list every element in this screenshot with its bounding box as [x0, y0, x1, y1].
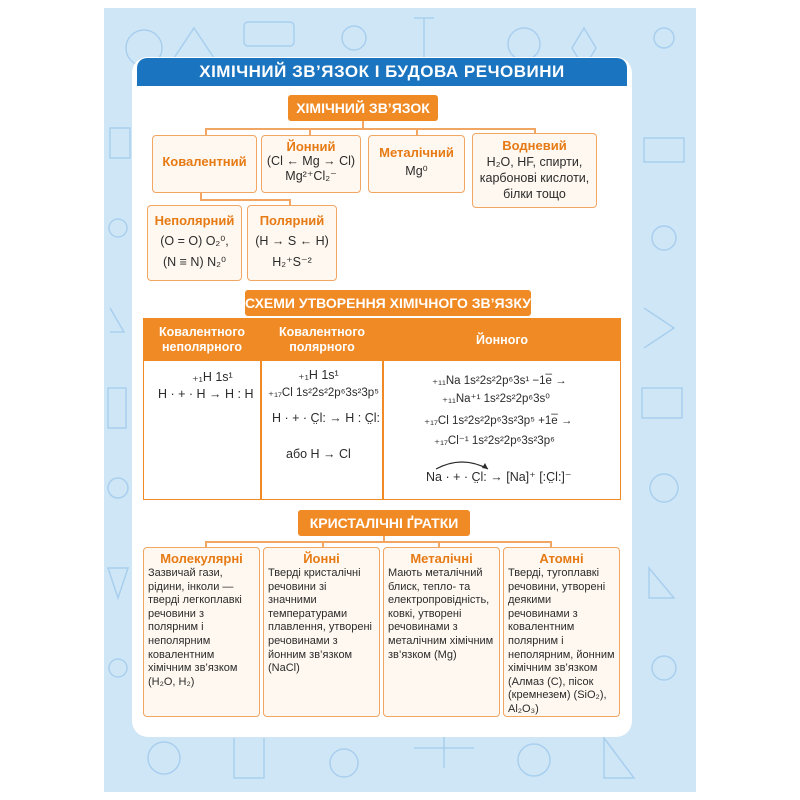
crystals-header: КРИСТАЛІЧНІ ҐРАТКИ — [298, 510, 470, 536]
column-divider — [382, 319, 384, 499]
molecular-title: Молекулярні — [160, 551, 243, 566]
metallic-title: Металічний — [379, 145, 454, 160]
nonpolar-line1: (O = O) O₂⁰, — [160, 234, 229, 248]
ionic-lattice-text: Тверді кристалічні речовини зі значними температурами плавлення, утворені речовинами з йонним зв’язком (NaCl) — [268, 567, 372, 675]
atomic-lattice-box — [503, 547, 620, 717]
covalent-box — [152, 135, 257, 193]
polar-title: Полярний — [259, 213, 325, 228]
formula: ₊₁H 1s¹ — [192, 370, 233, 384]
ionic-lattice-title: Йонні — [303, 551, 340, 566]
schemes-table — [143, 318, 621, 500]
col-header-covalent-polar: Ковалентного полярного — [262, 319, 382, 361]
ionic-line1: (Cl ← Mg → Cl) — [266, 154, 356, 168]
formula: H · + · H → H : H — [158, 387, 254, 401]
polar-line2: H₂⁺S⁻² — [272, 255, 312, 269]
formula: ₊₁₁Na 1s²2s²2p⁶3s¹ −1e̅ → — [432, 375, 567, 387]
schemes-header: СХЕМИ УТВОРЕННЯ ХІМІЧНОГО ЗВ’ЯЗКУ — [245, 290, 531, 316]
page-title: ХІМІЧНИЙ ЗВ’ЯЗОК І БУДОВА РЕЧОВИНИ — [137, 58, 627, 86]
polar-box — [247, 205, 337, 281]
connector — [205, 541, 550, 543]
ionic-bond-box — [261, 135, 361, 193]
metallic-bond-box — [368, 135, 465, 193]
formula: Na · + · C̤l: → [Na]⁺ [:C̤l:]⁻ — [426, 470, 572, 484]
ionic-lattice-box — [263, 547, 380, 717]
ionic-title: Йонний — [286, 139, 336, 154]
hydrogen-line2: карбонові кислоти, — [479, 171, 590, 185]
formula: ₊₁₁Na⁺¹ 1s²2s²2p⁶3s⁰ — [442, 393, 550, 405]
formula: H · + · C̤l: → H : C̤l: — [272, 411, 380, 425]
bond-header: ХІМІЧНИЙ ЗВ’ЯЗОК — [288, 95, 438, 121]
metallic-line1: Mg⁰ — [405, 164, 428, 178]
polar-line1: (H → S ← H) — [255, 234, 329, 248]
molecular-text: Зазвичай гази, рідини, інколи — тверді легкоплавкі речовини з полярним і неполярним ковалентним хімічним зв’язком (H₂O, H₂) — [148, 567, 242, 688]
connector — [200, 199, 290, 201]
metallic-lattice-box — [383, 547, 500, 717]
nonpolar-box — [147, 205, 242, 281]
hydrogen-bond-box — [472, 133, 597, 208]
molecular-lattice-box — [143, 547, 260, 717]
atomic-text: Тверді, тугоплавкі речовини, утворені деякими речовинами з ковалентним полярним і неполярним, йонним хімічним зв’язком (Алмаз (C), пісок (кремнезем) (SiO₂), Al₂O₃) — [508, 567, 615, 715]
col-header-ionic: Йонного — [384, 319, 620, 361]
metallic-lattice-text: Мають металічний блиск, тепло- та електропровідність, ковкі, утворені речовинами з металічним хімічним зв’язком (Mg) — [388, 567, 494, 661]
hydrogen-title: Водневий — [502, 138, 567, 153]
atomic-title: Атомні — [539, 551, 584, 566]
hydrogen-line3: білки тощо — [503, 187, 566, 201]
formula: ₊₁H 1s¹ — [298, 368, 339, 382]
connector — [383, 536, 385, 542]
nonpolar-line2: (N ≡ N) N₂⁰ — [163, 255, 226, 269]
col-header-covalent-nonpolar: Ковалентного неполярного — [144, 319, 260, 361]
covalent-title: Ковалентний — [162, 154, 247, 169]
connector — [205, 128, 535, 130]
metallic-lattice-title: Металічні — [410, 551, 473, 566]
formula: або H → Cl — [286, 447, 351, 461]
nonpolar-title: Неполярний — [154, 213, 235, 228]
ionic-line2: Mg²⁺Cl₂⁻ — [285, 169, 337, 183]
formula: ₊₁₇Cl 1s²2s²2p⁶3s²3p⁵ — [268, 387, 379, 399]
column-divider — [260, 319, 262, 499]
hydrogen-line1: H₂O, HF, спирти, — [486, 155, 583, 169]
formula: ₊₁₇Cl⁻¹ 1s²2s²2p⁶3s²3p⁶ — [434, 435, 555, 447]
formula: ₊₁₇Cl 1s²2s²2p⁶3s²3p⁵ +1e̅ → — [424, 415, 573, 427]
